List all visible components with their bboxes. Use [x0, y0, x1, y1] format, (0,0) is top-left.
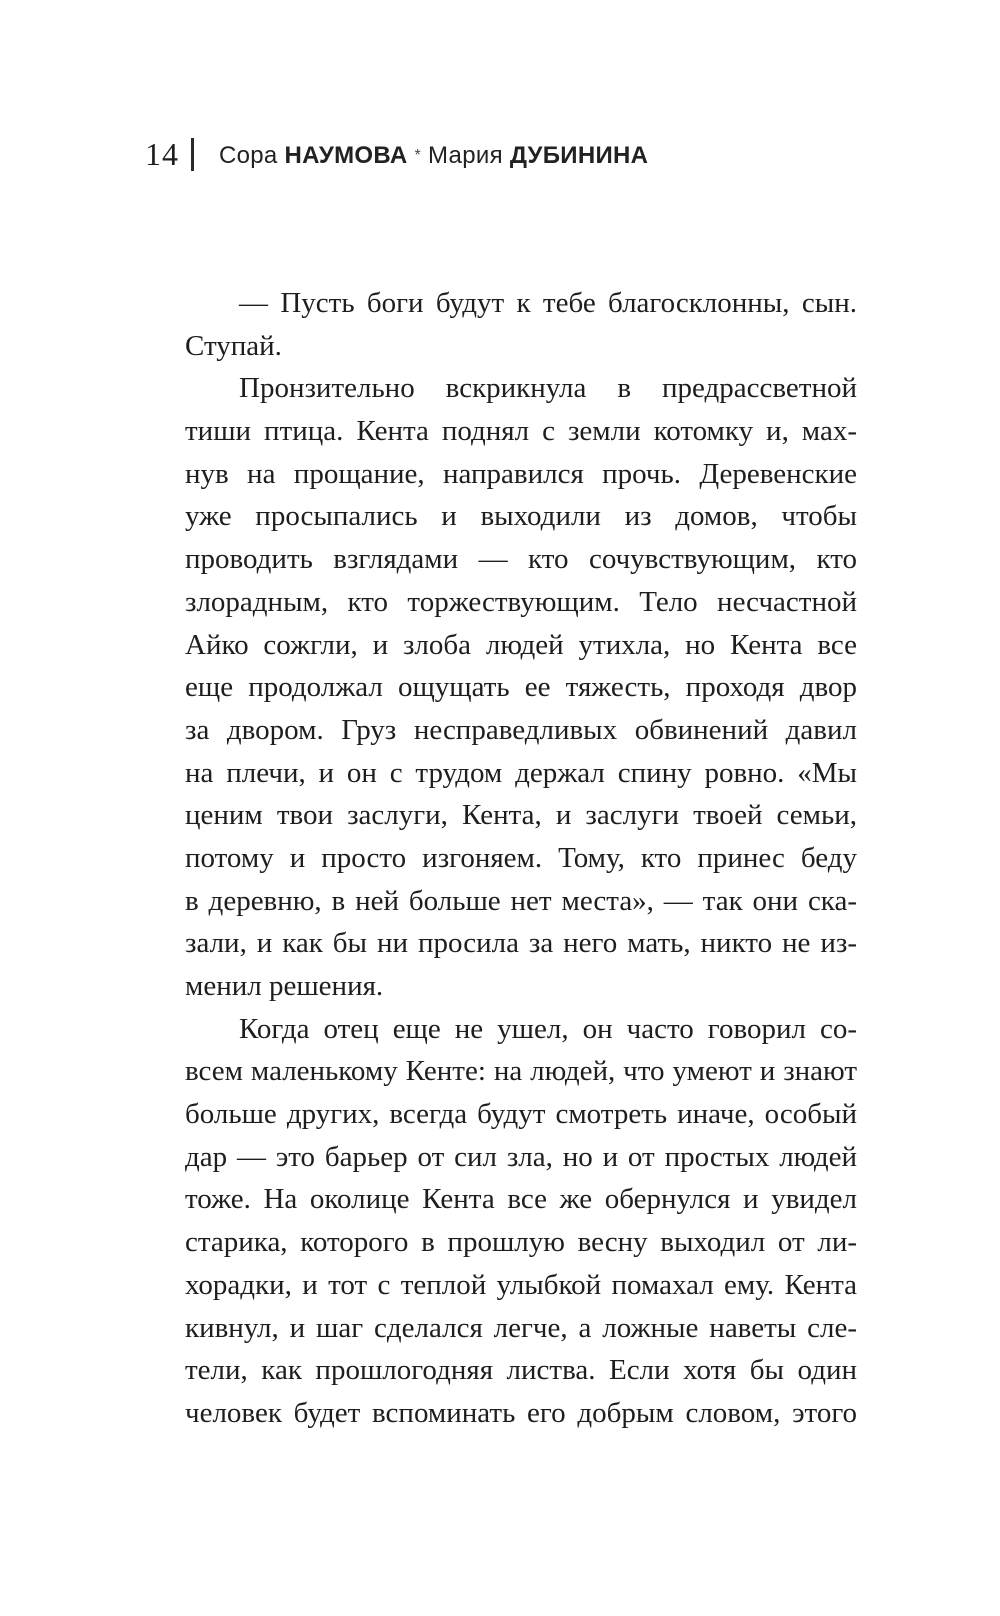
text-line: Пронзительно вскрикнула в предрассветной: [239, 372, 857, 405]
text-line: кивнул, и шаг сделался легче, а ложные наветы сле-: [185, 1311, 857, 1344]
author-first-name: Сора: [219, 142, 278, 169]
text-line: Ступай.: [185, 329, 282, 362]
text-line: Айко сожгли, и злоба людей утихла, но Кента все: [185, 628, 857, 661]
asterisk-separator-icon: *: [414, 147, 421, 164]
text-line: больше других, всегда будут смотреть иначе, особый: [185, 1098, 857, 1131]
text-line: менил решения.: [185, 970, 384, 1002]
authors-line: [219, 140, 648, 171]
author-surname: НАУМОВА: [284, 142, 408, 169]
text-line: — Пусть боги будут к тебе благосклонны, сын.: [239, 287, 857, 319]
text-line: нув на прощание, направился прочь. Деревенские: [185, 457, 857, 490]
text-line: за двором. Груз несправедливых обвинений давил: [185, 713, 857, 746]
running-header: [145, 138, 648, 171]
page-number: 14: [145, 136, 179, 172]
text-line: уже просыпались и выходили из домов, чтобы: [185, 500, 857, 533]
text-line: всем маленькому Кенте: на людей, что умеют и знают: [185, 1055, 857, 1088]
text-line: злорадным, кто торжествующим. Тело несчастной: [185, 585, 857, 618]
author-surname: ДУБИНИНА: [509, 142, 649, 169]
text-line: старика, которого в прошлую весну выходил от ли-: [185, 1226, 857, 1259]
text-line: хорадки, и тот с теплой улыбкой помахал ему. Кента: [185, 1268, 857, 1301]
text-line: на плечи, и он с трудом держал спину ровно. «Мы: [185, 756, 857, 789]
text-line: зали, и как бы ни просила за него мать, никто не из-: [185, 927, 857, 960]
text-line: проводить взглядами — кто сочувствующим, кто: [185, 543, 857, 576]
text-line: в деревню, в ней больше нет места», — так они ска-: [185, 884, 857, 917]
text-line: человек будет вспоминать его добрым словом, этого: [185, 1396, 857, 1429]
header-divider: [191, 138, 194, 171]
author-first-name: Мария: [428, 142, 503, 169]
text-line: Когда отец еще не ушел, он часто говорил со-: [239, 1012, 857, 1045]
text-line: дар — это барьер от сил зла, но и от простых людей: [185, 1140, 857, 1173]
text-line: тоже. На околице Кента все же обернулся и увидел: [185, 1183, 857, 1216]
body-text: [185, 282, 857, 1435]
text-line: тиши птица. Кента поднял с земли котомку и, мах-: [185, 415, 857, 448]
text-line: еще продолжал ощущать ее тяжесть, проходя двор: [185, 671, 857, 704]
text-line: ценим твои заслуги, Кента, и заслуги твоей семьи,: [185, 799, 857, 832]
text-line: тели, как прошлогодняя листва. Если хотя бы один: [185, 1354, 857, 1387]
text-line: потому и просто изгоняем. Тому, кто принес беду: [185, 841, 857, 874]
